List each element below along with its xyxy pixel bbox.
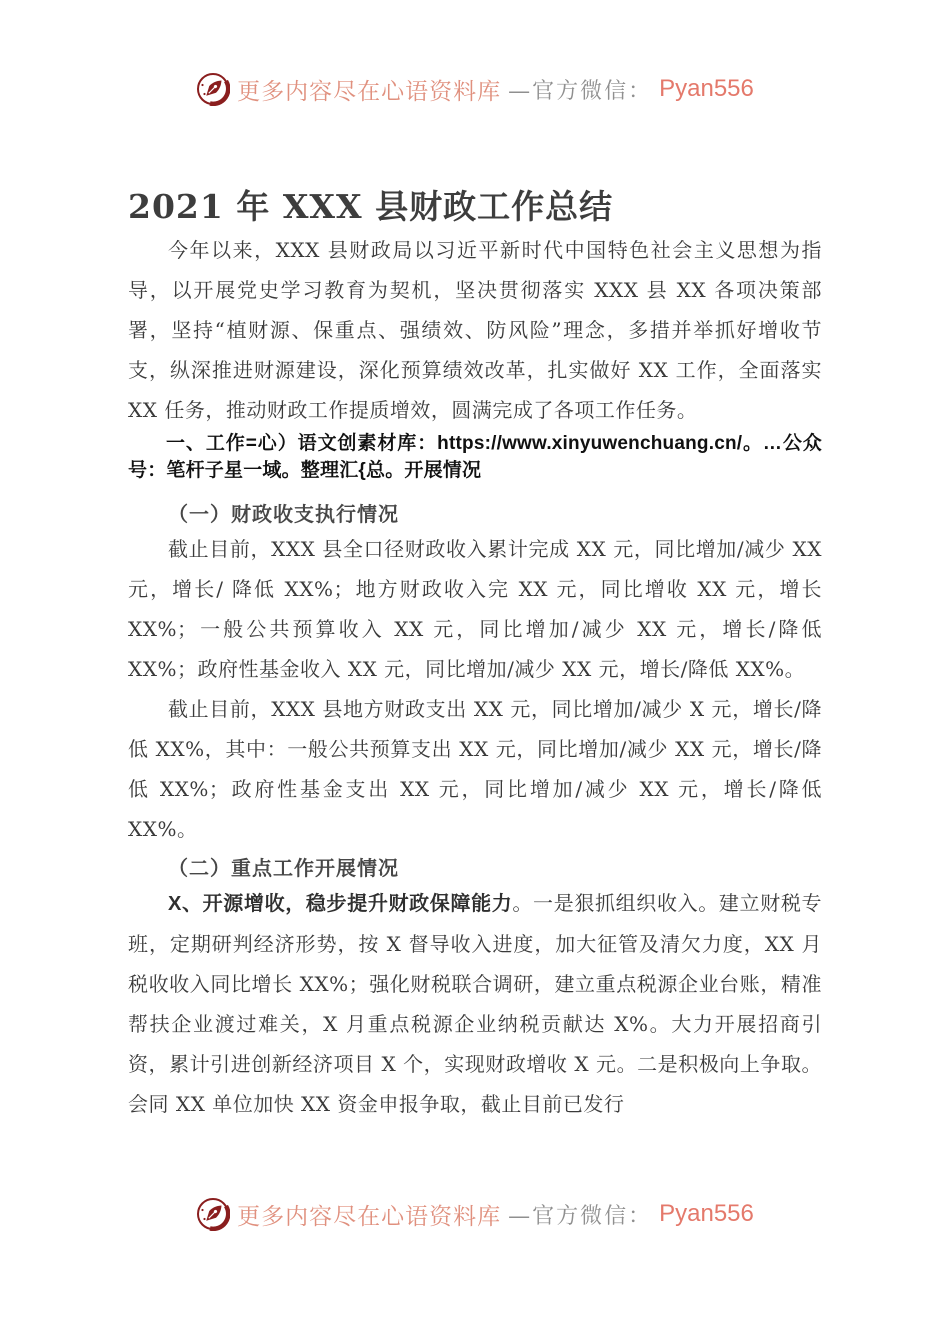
brand-slogan-text: 更多内容尽在心语资料库	[237, 1203, 502, 1230]
brand-wechat-label: —官方微信：	[508, 1203, 653, 1229]
brand-slogan-text: 更多内容尽在心语资料库	[237, 78, 502, 105]
expenditure-paragraph: 截止目前，XXX 县地方财政支出 XX 元，同比增加/减少 X 元，增长/降低 XX%，其中：一般公共预算支出 XX 元，同比增加/减少 XX 元，增长/降低 XX%；政府性基金支出 XX 元，同比增加/减少 XX 元，增长/降低 XX%。	[128, 697, 822, 841]
subsection-1-heading: （一）财政收支执行情况	[168, 504, 399, 526]
work-item-body-text: 。一是狠抓组织收入。建立财税专班，定期研判经济形势，按 X 督导收入进度，加大征管及清欠力度，XX 月税收收入同比增长 XX%；强化财税联合调研，建立重点税源企业台账，精准帮扶企业渡过难关，X 月重点税源企业纳税贡献达 X%。大力开展招商引资，累计引进创新经济项目 X 个，实现财政增收 X 元。二是积极向上争取。会同 XX 单位加快 XX 资金申报争取，截止目前已发行	[128, 891, 823, 1116]
intro-paragraph: 今年以来，XXX 县财政局以习近平新时代中国特色社会主义思想为指导，以开展党史学习教育为契机，坚决贯彻落实 XXX 县 XX 各项决策部署，坚持“植财源、保重点、强绩效、防风险”理念，多措并举抓好增收节支，纵深推进财源建设，深化预算绩效改革，扎实做好 XX 工作，全面落实 XX 任务，推动财政工作提质增效，圆满完成了各项工作任务。	[128, 238, 822, 422]
brand-footer	[0, 1197, 950, 1231]
pen-nib-logo-icon	[196, 1197, 230, 1231]
document-title: 2021 年 XXX 县财政工作总结	[128, 187, 614, 226]
subsection-2-heading: （二）重点工作开展情况	[168, 858, 399, 880]
work-item-lead-bold: X、开源增收，稳步提升财政保障能力	[168, 893, 513, 915]
document-content	[128, 0, 822, 1124]
work-item-paragraph	[128, 883, 822, 1124]
brand-wechat-id: Pyan556	[659, 1200, 754, 1227]
section-1-heading: 一、工作=心）语文创素材库：https://www.xinyuwenchuang.cn/。…公众号：笔杆子星一域。整理汇{总。开展情况	[128, 433, 822, 481]
brand-wechat-label: —官方微信：	[508, 78, 653, 104]
brand-wechat-id: Pyan556	[659, 75, 754, 102]
revenue-paragraph: 截止目前，XXX 县全口径财政收入累计完成 XX 元，同比增加/减少 XX 元，增长/ 降低 XX%；地方财政收入完 XX 元，同比增收 XX 元，增长 XX%；一般公共预算收入 XX 元，同比增加/减少 XX 元，增长/降低 XX%；政府性基金收入 XX 元，同比增加/减少 XX 元，增长/降低 XX%。	[128, 537, 822, 681]
